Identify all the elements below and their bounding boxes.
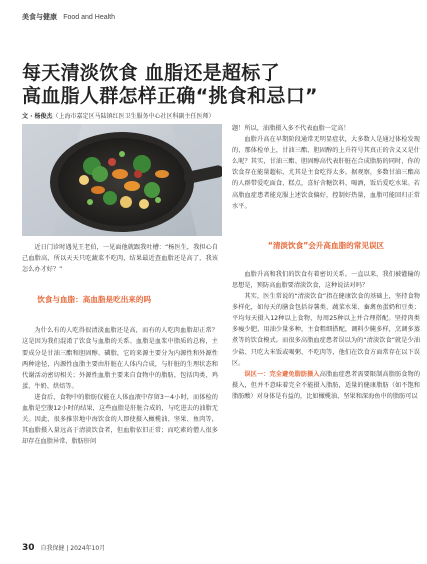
author-line bbox=[22, 111, 214, 120]
title-line-2: 高血脂人群怎样正确“挑食和忌口” bbox=[22, 85, 318, 107]
body-paragraph: 进食后，食物中的脂肪仅能在人体血液中存留3～4小时，而体检的血脂是空腹12小时的结果，这些血脂是肝脏合成的，与吃进去的油脂无关。因此，很多推崇地中海饮食的人即使摄入橄榄油、坚果、鱼肉等，其血脂摄入量远高于清淡饮食者，但血脂依旧正常；而吃素的僧人很多却存在血脂异常、脂肪肝问 bbox=[22, 393, 218, 446]
left-column bbox=[22, 242, 218, 447]
title-line-1: 每天清淡饮食 血脂还是超标了 bbox=[22, 62, 280, 84]
misconception-text: 高脂血症患者需要限制高脂肪食物的摄入，但并不意味着完全不能摄入脂肪，适量的健康脂肪（如不饱和脂肪酸）对身体是有益的，比如橄榄油、坚果和深海鱼中的脂肪可以 bbox=[232, 370, 421, 400]
magazine-name: 自我保健 | 2024年10月 bbox=[40, 545, 106, 552]
page-number: 30 bbox=[22, 543, 35, 553]
page-footer bbox=[22, 543, 105, 553]
body-paragraph: 血脂升高在早期阶段通常无明显症状，大多数人是通过体检发现的，那体检单上，甘油三酯、胆固醇的上升符号其真正的含义又是什么呢？其实，甘油三酯、胆固醇高代表肝脏在合成脂肪的同时，你的饮食存在能量超标，尤其是主食吃得太多。据观察，多数甘油三酯高的人群带爱吃面食、糕点，喜好含糖饮料、喝酒，饭后爱吃水果。若高脂血症患者能克服上述饮食偏好，控制好热量，血脂可能回归正常水平。 bbox=[232, 136, 420, 210]
author-name: 文 · 杨俊杰 bbox=[22, 113, 53, 120]
body-paragraph: 其实，医生常说的“清淡饮食”指在健康饮食的基础上，坚持食物多样化，如每天的膳食包括谷薯类、蔬菜水果、畜禽鱼蛋奶和豆类；平均每天摄入12种以上食物，每周25种以上并合理搭配。坚持肉类多瘦少肥，用油少量多种，主食粗细搭配，调料少腌多样，烹调多蒸煮等的饮食模式。而很多高脂血症患者误以为的“清淡饮食”就是少油少盐、只吃大米饭或喝粥、不吃肉等，他们在饮食方面常存在以下误区。 bbox=[232, 293, 420, 367]
section-heading-diet-and-lipids: 饮食与血脂：高血脂是吃出来的吗 bbox=[37, 295, 152, 305]
misconception-paragraph bbox=[232, 369, 420, 402]
food-photo-illustration bbox=[22, 124, 222, 236]
section-name-cn: 美食与健康 bbox=[22, 13, 57, 21]
body-paragraph: 血脂升高和我们的饮食有着密切关系。一直以来，我们被灌输的思想是，预防高血脂要清淡饮食，这种说法对吗？ bbox=[232, 270, 420, 289]
section-heading-misconceptions: “清淡饮食”会升高血脂的常见误区 bbox=[267, 240, 385, 250]
intro-paragraph: 近日门诊时遇见王老伯，一见面他就跟我吐槽：“杨医生，我担心自己血脂高，所以天天只吃蔬菜不吃肉，结果最近查血脂还是高了，我该怎么办才好？” bbox=[22, 244, 218, 274]
body-paragraph: 题！所以，油脂摄入多不代表血脂一定高！ bbox=[232, 125, 350, 132]
section-header bbox=[22, 12, 115, 22]
misconception-label: 误区一：完全避免脂肪摄入 bbox=[244, 370, 320, 378]
food-photo bbox=[22, 124, 222, 236]
article-title bbox=[22, 62, 318, 108]
body-paragraph: 为什么有的人吃得很清淡血脂还是高，而有的人吃肉血脂却正常？这是因为我们混淆了饮食与血脂的关系。血脂是血浆中脂质的总称，主要成分是甘油三酯和胆固醇、磷脂，它的来源主要分为内源性和外源性两种途径，内源性血脂主要由肝脏在人体内合成，与肝脏的生理状态和代谢活动密切相关；外源性血脂主要来自食物中的脂肪，包括肉类、鸡蛋、牛奶、烘焙等。 bbox=[22, 327, 218, 390]
right-column bbox=[232, 123, 420, 402]
section-name-en: Food and Health bbox=[63, 14, 115, 21]
author-affiliation: （上海市嘉定区马陆镇红医卫生服务中心社区科副主任医师） bbox=[52, 113, 215, 120]
